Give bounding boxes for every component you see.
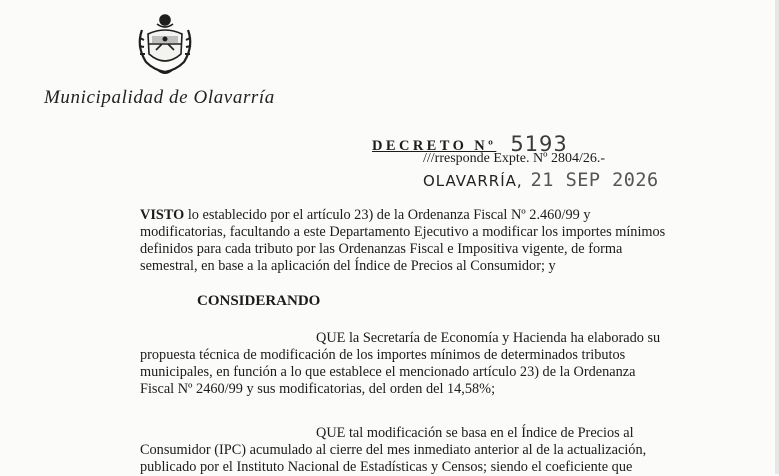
que2-line-1: QUE tal modificación se basa en el Índice de Precios al <box>316 425 634 441</box>
file-reference: ///rresponde Expte. Nº 2804/26.- <box>423 151 606 166</box>
que1-line-2: propuesta técnica de modificación de los importes mínimos de determinados tributos <box>140 347 626 363</box>
decree-label: DECRETO Nº <box>372 138 497 154</box>
visto-paragraph <box>140 207 732 275</box>
coat-of-arms-icon <box>134 10 196 76</box>
que-paragraph-1 <box>140 330 732 398</box>
date-place: OLAVARRÍA, <box>423 172 523 190</box>
page-edge <box>775 0 779 474</box>
que-paragraph-2 <box>140 425 732 476</box>
visto-text-1: lo establecido por el artículo 23) de la Ordenanza Fiscal Nº 2.460/99 y <box>184 207 591 223</box>
date-line <box>423 170 659 191</box>
date-stamp: 21 SEP 2026 <box>530 170 659 191</box>
visto-line-1 <box>140 207 732 224</box>
municipality-name: Municipalidad de Olavarría <box>44 87 275 108</box>
que2-line-3: publicado por el Instituto Nacional de Estadísticas y Censos; siendo el coeficiente que <box>140 459 633 475</box>
visto-keyword: VISTO <box>140 207 185 223</box>
que2-line-2: Consumidor (IPC) acumulado al cierre del mes inmediato anterior al de la actualización, <box>140 442 647 458</box>
visto-line-2: modificatorias, facultando a este Departamento Ejecutivo a modificar los importes mínimos <box>140 224 666 240</box>
considerando-heading: CONSIDERANDO <box>197 293 321 309</box>
visto-line-3: definidos para cada tributo por las Ordenanzas Fiscal e Impositiva vigente, de forma <box>140 241 623 257</box>
que1-line-3: municipales, en función a lo que establece el mencionado artículo 23) de la Ordenanza <box>140 364 636 380</box>
visto-line-4: semestral, en base a la aplicación del Índice de Precios al Consumidor; y <box>140 258 556 274</box>
que1-line-1: QUE la Secretaría de Economía y Hacienda ha elaborado su <box>316 330 661 346</box>
decree-number: 5193 <box>510 132 568 156</box>
que1-line-4: Fiscal Nº 2460/99 y sus modificatorias, del orden del 14,58%; <box>140 381 496 397</box>
